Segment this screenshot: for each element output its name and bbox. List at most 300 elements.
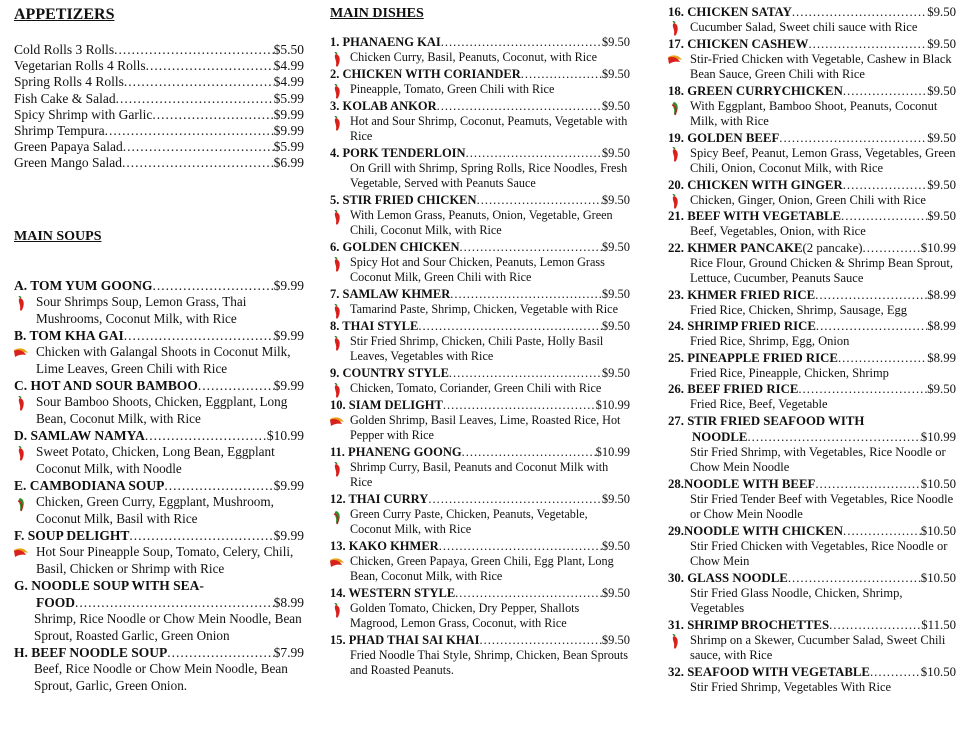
dot-leader: [815, 476, 920, 492]
appetizer-price: $5.99: [273, 139, 304, 155]
item-header: [668, 664, 956, 680]
item-header: [330, 240, 630, 255]
item-name: 26. BEEF FRIED RICE: [668, 382, 799, 396]
menu-item: [14, 577, 304, 644]
item-name: 13. KAKO KHMER: [330, 539, 439, 553]
item-header: [14, 377, 304, 394]
appetizer-name: Green Mango Salad: [14, 155, 122, 171]
item-name: 17. CHICKEN CASHEW: [668, 36, 809, 51]
item-header: [14, 527, 304, 544]
red-chili-icon: [332, 210, 342, 226]
item-price: $9.50: [927, 5, 956, 19]
item-name: G. NOODLE SOUP WITH SEA-: [14, 578, 204, 593]
item-price: $10.99: [266, 428, 304, 443]
dot-leader: [145, 427, 267, 444]
menu-item: [14, 644, 304, 694]
item-name: 31. SHRIMP BROCHETTES: [668, 617, 830, 632]
item-header: [668, 130, 956, 146]
item-header: [330, 586, 630, 601]
dot-leader: [164, 477, 273, 494]
item-header: [668, 83, 956, 99]
item-price: $9.50: [601, 492, 630, 506]
item-name: 7. SAMLAW KHMER: [330, 287, 451, 301]
red-chili-icon: [332, 304, 342, 320]
dot-leader: [466, 146, 602, 161]
item-description: Stir-Fried Chicken with Vegetable, Cashew in Black Bean Sauce, Green Chili with Rice: [690, 51, 952, 81]
menu-item: [14, 477, 304, 527]
appetizer-price: $9.99: [273, 106, 304, 122]
menu-item: [330, 193, 630, 238]
menu-item: [668, 413, 956, 476]
item-name: 9. COUNTRY STYLE: [330, 366, 449, 380]
item-price: $10.50: [920, 570, 956, 585]
appetizer-price: $4.99: [273, 58, 304, 74]
dot-leader: [843, 83, 927, 99]
item-price: $10.50: [920, 664, 956, 679]
appetizer-row: [14, 107, 304, 123]
menu-item: [330, 240, 630, 285]
item-name: 18. GREEN CURRYCHICKEN: [668, 83, 843, 98]
item-price: $9.50: [927, 209, 956, 223]
item-description: Fried Rice, Beef, Vegetable: [690, 397, 828, 411]
item-description: Cucumber Salad, Sweet chili sauce with Rice: [690, 20, 918, 34]
dot-leader: [829, 617, 921, 633]
item-name: F. SOUP DELIGHT: [14, 528, 130, 543]
appetizer-price: $4.99: [273, 74, 304, 90]
dot-leader: [153, 277, 274, 294]
dot-leader: [123, 139, 274, 155]
dot-leader: [116, 91, 274, 107]
menu-item: [668, 476, 956, 523]
menu-item: [668, 664, 956, 696]
item-name: 2. CHICKEN WITH CORIANDER: [330, 67, 521, 81]
item-header: [330, 67, 630, 82]
menu-item: [14, 327, 304, 377]
item-header: [668, 208, 956, 224]
appetizer-price: $5.99: [273, 90, 304, 106]
appetizer-name: Fish Cake & Salad: [14, 90, 116, 106]
dot-leader: [124, 74, 274, 90]
item-header: [330, 35, 630, 50]
item-price: $9.50: [927, 130, 956, 145]
item-description: Spicy Beef, Peanut, Lemon Grass, Vegetables, Green Chili, Onion, Coconut Milk, with Rice: [690, 145, 956, 175]
dot-leader: [146, 58, 274, 74]
item-name: 16. CHICKEN SATAY: [668, 5, 792, 19]
item-name: 5. STIR FRIED CHICKEN: [330, 193, 477, 207]
item-price: $10.99: [920, 240, 956, 255]
item-name: 15. PHAD THAI SAI KHAI: [330, 633, 480, 647]
item-price: $8.99: [927, 287, 956, 302]
item-price: $9.99: [273, 328, 304, 343]
menu-item: [668, 4, 956, 36]
item-header: [330, 319, 630, 334]
item-description: Green Curry Paste, Chicken, Peanuts, Vegetable, Coconut Milk, with Rice: [350, 507, 588, 536]
item-name: 25. PINEAPPLE FRIED RICE: [668, 350, 838, 365]
item-description: Fried Rice, Chicken, Shrimp, Sausage, Egg: [690, 302, 907, 317]
item-description: Chicken Curry, Basil, Peanuts, Coconut, with Rice: [350, 50, 597, 64]
menu-item: [330, 633, 630, 678]
item-header: [330, 539, 630, 554]
appetizer-name: Spicy Shrimp with Garlic: [14, 106, 153, 122]
item-price: $9.50: [601, 193, 630, 207]
dot-leader: [792, 4, 927, 20]
item-description: With Lemon Grass, Peanuts, Onion, Vegetable, Green Chili, Coconut Milk, with Rice: [350, 208, 613, 237]
item-description: Sour Bamboo Shoots, Chicken, Eggplant, Long Bean, Coconut Milk, with Rice: [36, 394, 288, 426]
appetizer-price: $6.99: [273, 155, 304, 171]
item-name: 29.NOODLE WITH CHICKEN: [668, 523, 844, 538]
dot-leader: [114, 42, 273, 58]
dot-leader: [439, 539, 602, 554]
dot-leader: [870, 664, 921, 680]
item-price: $9.50: [601, 99, 630, 113]
item-description: Beef, Rice Noodle or Chow Mein Noodle, Bean Sprout, Garlic, Green Onion.: [34, 661, 288, 693]
green-chili-icon: [332, 509, 342, 525]
item-price: $9.50: [601, 319, 630, 333]
item-description: Sweet Potato, Chicken, Long Bean, Eggplant Coconut Milk, with Noodle: [36, 444, 275, 476]
item-header: [14, 427, 304, 444]
item-price: $9.50: [601, 146, 630, 160]
item-description: Pineapple, Tomato, Green Chili with Rice: [350, 82, 555, 96]
item-price: $9.50: [927, 83, 956, 98]
appetizer-name: Spring Rolls 4 Rolls: [14, 74, 124, 90]
item-description: Chicken, Tomato, Coriander, Green Chili with Rice: [350, 381, 602, 395]
item-description: Fried Rice, Shrimp, Egg, Onion: [690, 334, 850, 348]
item-name: 11. PHANENG GOONG: [330, 445, 462, 459]
item-price: $9.50: [601, 586, 630, 600]
dot-leader: [460, 240, 602, 255]
item-name-suffix: (2 pancake): [802, 240, 863, 255]
item-name: 30. GLASS NOODLE: [668, 570, 788, 585]
item-description: With Eggplant, Bamboo Shoot, Peanuts, Coconut Milk, with Rice: [690, 98, 938, 128]
item-price: $10.50: [920, 476, 956, 491]
item-header: [14, 577, 304, 594]
dot-leader: [122, 155, 274, 171]
red-chili-icon: [16, 396, 26, 412]
mixed-chili-icon: [667, 53, 683, 65]
item-header-cont: [668, 429, 956, 445]
item-name-cont: NOODLE: [692, 429, 748, 444]
item-header: [14, 477, 304, 494]
item-price: $9.50: [601, 366, 630, 380]
dot-leader: [455, 586, 602, 601]
item-price: $10.99: [595, 445, 630, 459]
item-price: $9.50: [601, 67, 630, 81]
menu-item: [330, 67, 630, 97]
item-price: $9.99: [273, 378, 304, 393]
item-description: Shrimp, Rice Noodle or Chow Mein Noodle, Bean Sprout, Roasted Garlic, Green Onion: [34, 611, 302, 643]
dot-leader: [843, 523, 921, 539]
item-header: [668, 381, 956, 397]
menu-item: [330, 35, 630, 65]
red-chili-icon: [332, 84, 342, 100]
menu-item: [668, 36, 956, 83]
item-header: [668, 523, 956, 539]
dot-leader: [788, 570, 921, 586]
item-header: [668, 617, 956, 633]
item-name: 10. SIAM DELIGHT: [330, 398, 443, 412]
mixed-chili-icon: [329, 556, 345, 568]
item-description: Stir Fried Shrimp, with Vegetables, Rice Noodle or Chow Mein Noodle: [690, 444, 946, 474]
item-description: Golden Shrimp, Basil Leaves, Lime, Roasted Rice, Hot Pepper with Rice: [350, 413, 621, 442]
item-name: 24. SHRIMP FRIED RICE: [668, 319, 816, 333]
dot-leader: [152, 107, 273, 123]
item-name: 23. KHMER FRIED RICE: [668, 287, 816, 302]
red-chili-icon: [332, 383, 342, 399]
menu-item: [668, 318, 956, 350]
dot-leader: [450, 287, 602, 302]
dot-leader: [838, 350, 927, 366]
item-description: On Grill with Shrimp, Spring Rolls, Rice Noodles, Fresh Vegetable, Served with Peanuts Sauce: [350, 161, 628, 190]
item-header: [668, 413, 956, 429]
menu-item: [668, 523, 956, 570]
item-header: [14, 327, 304, 344]
appetizer-row: [14, 42, 304, 58]
item-description: Stir Fried Shrimp, Chicken, Chili Paste, Holly Basil Leaves, Vegetables with Rice: [350, 334, 604, 363]
dot-leader: [521, 67, 602, 82]
item-description: Golden Tomato, Chicken, Dry Pepper, Shallots Magrood, Lemon Grass, Coconut, with Rice: [350, 601, 580, 630]
item-name: 4. PORK TENDERLOIN: [330, 146, 466, 160]
menu-item: [330, 319, 630, 364]
red-chili-icon: [16, 296, 26, 312]
item-price: $8.99: [927, 350, 956, 365]
menu-item: [668, 570, 956, 617]
dot-leader: [841, 208, 927, 224]
item-name: 19. GOLDEN BEEF: [668, 130, 780, 145]
menu-item: [330, 492, 630, 537]
item-name: 14. WESTERN STYLE: [330, 586, 456, 600]
dot-leader: [477, 193, 602, 208]
item-description: Chicken, Green Papaya, Green Chili, Egg Plant, Long Bean, Coconut Milk, with Rice: [350, 554, 614, 583]
appetizer-row: [14, 155, 304, 171]
item-name: C. HOT AND SOUR BAMBOO: [14, 378, 198, 393]
item-price: $9.50: [601, 539, 630, 553]
item-header: [330, 633, 630, 648]
menu-item: [668, 240, 956, 287]
item-description: Spicy Hot and Sour Chicken, Peanuts, Lemon Grass Coconut Milk, Green Chili with Rice: [350, 255, 605, 284]
appetizer-name: Vegetarian Rolls 4 Rolls: [14, 58, 146, 74]
item-description: Shrimp Curry, Basil, Peanuts and Coconut Milk with Rice: [350, 460, 609, 489]
item-header: [668, 4, 956, 20]
menu-item: [330, 398, 630, 443]
item-description: Rice Flour, Ground Chicken & Shrimp Bean Sprout, Lettuce, Cucumber, Peanuts Sauce: [690, 255, 954, 285]
dot-leader: [443, 398, 596, 413]
item-description: Stir Fried Glass Noodle, Chicken, Shrimp, Vegetables: [690, 585, 903, 615]
menu-item: [330, 445, 630, 490]
red-chili-icon: [332, 462, 342, 478]
item-header: [14, 644, 304, 661]
item-price: $9.99: [273, 528, 304, 543]
item-name: D. SAMLAW NAMYA: [14, 428, 145, 443]
dot-leader: [428, 492, 602, 507]
item-description: Chicken, Green Curry, Eggplant, Mushroom, Coconut Milk, Basil with Rice: [36, 494, 274, 526]
appetizer-name: Green Papaya Salad: [14, 139, 123, 155]
red-chili-icon: [670, 634, 680, 650]
item-header: [330, 287, 630, 302]
item-price: $8.99: [927, 319, 956, 333]
dot-leader: [449, 366, 602, 381]
red-chili-icon: [332, 52, 342, 68]
item-price: $11.50: [921, 617, 956, 632]
dot-leader: [167, 644, 273, 661]
item-price: $9.50: [601, 35, 630, 49]
mixed-chili-icon: [13, 546, 29, 558]
item-price: $8.99: [273, 595, 304, 610]
item-description: Hot and Sour Shrimp, Coconut, Peamuts, Vegetable with Rice: [350, 114, 628, 143]
menu-item: [330, 366, 630, 396]
menu-item: [668, 617, 956, 664]
red-chili-icon: [16, 446, 26, 462]
mixed-chili-icon: [13, 346, 29, 358]
item-price: $9.50: [601, 240, 630, 254]
item-name: A. TOM YUM GOONG: [14, 278, 153, 293]
green-chili-icon: [670, 100, 680, 116]
dot-leader: [747, 429, 920, 445]
item-price: $10.99: [920, 429, 956, 444]
item-name: 32. SEAFOOD WITH VEGETABLE: [668, 664, 870, 679]
item-name: B. TOM KHA GAI: [14, 328, 124, 343]
dot-leader: [441, 35, 602, 50]
item-price: $7.99: [273, 645, 304, 660]
dot-leader: [843, 177, 928, 193]
menu-item: [668, 350, 956, 382]
item-price: $9.50: [927, 36, 956, 51]
mixed-chili-icon: [329, 415, 345, 427]
item-header: [668, 36, 956, 52]
dot-leader: [863, 240, 921, 256]
item-price: $9.99: [273, 478, 304, 493]
menu-item: [14, 427, 304, 477]
menu-item: [14, 527, 304, 577]
item-name: E. CAMBODIANA SOUP: [14, 478, 165, 493]
menu-item: [330, 287, 630, 317]
appetizer-list: [14, 42, 304, 172]
item-header: [330, 193, 630, 208]
item-header: [14, 277, 304, 294]
appetizer-row: [14, 91, 304, 107]
main-dish-list: [330, 35, 630, 680]
dot-leader: [418, 319, 602, 334]
menu-item: [668, 287, 956, 319]
red-chili-icon: [332, 116, 342, 132]
dot-leader: [198, 377, 274, 394]
appetizer-name: Shrimp Tempura: [14, 123, 105, 139]
dot-leader: [816, 318, 927, 334]
appetizer-price: $5.50: [273, 42, 304, 57]
item-header: [330, 445, 630, 460]
appetizer-row: [14, 139, 304, 155]
item-description: Chicken, Ginger, Onion, Green Chili with Rice: [690, 192, 926, 207]
dot-leader: [129, 527, 273, 544]
item-header: [330, 366, 630, 381]
item-name: 1. PHANAENG KAI: [330, 35, 441, 49]
item-name-cont: FOOD: [36, 595, 75, 610]
item-name: 21. BEEF WITH VEGETABLE: [668, 209, 842, 223]
item-name: 20. CHICKEN WITH GINGER: [668, 177, 843, 192]
item-price: $9.50: [927, 177, 956, 192]
item-header: [330, 492, 630, 507]
appetizer-row: [14, 123, 304, 139]
dot-leader: [462, 445, 596, 460]
item-header-cont: [14, 594, 304, 611]
item-header: [668, 177, 956, 193]
appetizer-row: [14, 58, 304, 74]
item-header: [330, 398, 630, 413]
menu-item: [668, 208, 956, 240]
item-header: [668, 240, 956, 256]
red-chili-icon: [332, 336, 342, 352]
dot-leader: [75, 594, 274, 611]
item-description: Chicken with Galangal Shoots in Coconut Milk, Lime Leaves, Green Chili with Rice: [36, 344, 291, 376]
appetizer-row: [14, 74, 304, 90]
item-price: $9.50: [601, 287, 630, 301]
menu-item: [668, 381, 956, 413]
red-chili-icon: [332, 603, 342, 619]
item-description: Sour Shrimps Soup, Lemon Grass, Thai Mushrooms, Coconut Milk, with Rice: [36, 294, 247, 326]
item-price: $10.50: [920, 523, 956, 538]
item-description: Stir Fried Chicken with Vegetables, Rice Noodle or Chow Mein: [690, 538, 948, 568]
item-description: Shrimp on a Skewer, Cucumber Salad, Sweet Chili sauce, with Rice: [690, 632, 946, 662]
item-name: 12. THAI CURRY: [330, 492, 429, 506]
item-description: Fried Rice, Pineapple, Chicken, Shrimp: [690, 365, 889, 380]
item-price: $9.50: [601, 633, 630, 647]
red-chili-icon: [670, 147, 680, 163]
red-chili-icon: [332, 257, 342, 273]
soup-list: [14, 277, 304, 694]
dot-leader: [124, 327, 274, 344]
menu-item: [330, 539, 630, 584]
item-header: [668, 570, 956, 586]
item-price: $9.99: [273, 278, 304, 293]
item-header: [668, 476, 956, 492]
item-description: Beef, Vegetables, Onion, with Rice: [690, 224, 866, 238]
item-description: Hot Sour Pineapple Soup, Tomato, Celery, Chili, Basil, Chicken or Shrimp with Rice: [36, 544, 294, 576]
item-name: 22. KHMER PANCAKE: [668, 240, 803, 255]
item-name: 3. KOLAB ANKOR: [330, 99, 437, 113]
menu-item: [668, 83, 956, 130]
item-name: 27. STIR FRIED SEAFOOD WITH: [668, 413, 865, 428]
item-header: [330, 99, 630, 114]
item-name: H. BEEF NOODLE SOUP: [14, 645, 168, 660]
item-name: 28.NOODLE WITH BEEF: [668, 476, 816, 491]
item-name: 8. THAI STYLE: [330, 319, 419, 333]
green-chili-icon: [16, 496, 26, 512]
item-description: Stir Fried Tender Beef with Vegetables, Rice Noodle or Chow Mein Noodle: [690, 491, 954, 521]
dot-leader: [105, 123, 274, 139]
menu-item: [330, 99, 630, 144]
appetizers-title: APPETIZERS: [14, 6, 115, 23]
item-header: [668, 350, 956, 366]
dot-leader: [798, 381, 927, 397]
item-description: Fried Noodle Thai Style, Shrimp, Chicken, Bean Sprouts and Roasted Peanuts.: [350, 648, 629, 677]
more-dish-list: [668, 4, 956, 695]
dot-leader: [779, 130, 927, 146]
item-header: [668, 318, 956, 334]
appetizer-name: Cold Rolls 3 Rolls: [14, 42, 115, 57]
menu-item: [14, 277, 304, 327]
menu-item: [668, 130, 956, 177]
dot-leader: [479, 633, 601, 648]
item-header: [668, 287, 956, 303]
mains-title: MAIN DISHES: [330, 6, 424, 21]
menu-item: [330, 586, 630, 631]
item-description: Tamarind Paste, Shrimp, Chicken, Vegetable with Rice: [350, 302, 619, 316]
menu-item: [330, 146, 630, 191]
appetizer-price: $9.99: [273, 123, 304, 139]
item-description: Stir Fried Shrimp, Vegetables With Rice: [690, 679, 892, 694]
soups-title: MAIN SOUPS: [14, 229, 102, 244]
item-price: $9.50: [927, 382, 956, 396]
menu-item: [668, 177, 956, 209]
